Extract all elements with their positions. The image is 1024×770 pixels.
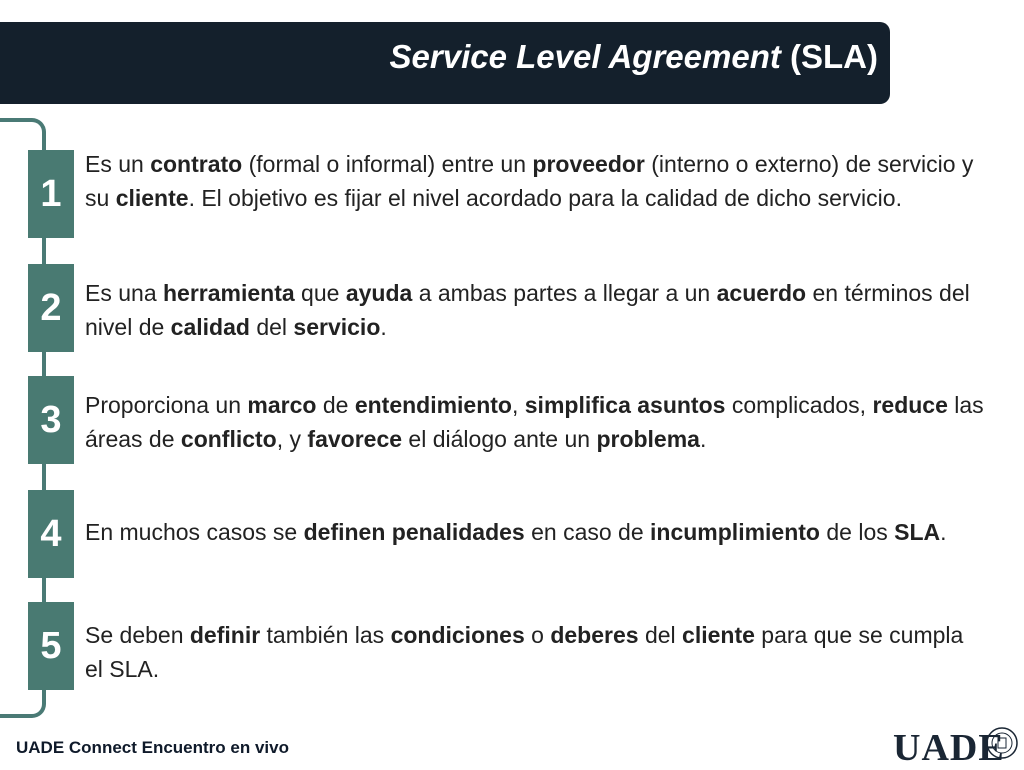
title-bar bbox=[0, 22, 890, 104]
text-segment: . El objetivo es fijar el nivel acordado para la calidad de dicho servicio. bbox=[188, 185, 902, 211]
bold-term: servicio bbox=[293, 314, 381, 340]
text-segment: Es una bbox=[85, 280, 163, 306]
text-segment: de los bbox=[819, 519, 895, 545]
text-segment: . bbox=[380, 314, 387, 340]
bold-term: cliente bbox=[682, 622, 755, 648]
text-segment: (interno o externo) de servicio y su bbox=[85, 151, 974, 211]
uade-logo: UADE bbox=[893, 727, 1005, 769]
bold-term: herramienta bbox=[163, 280, 295, 306]
item-text-1 bbox=[85, 147, 985, 215]
text-segment: del bbox=[249, 314, 294, 340]
item-number-3: 3 bbox=[28, 376, 74, 464]
text-segment: complicados, bbox=[725, 392, 873, 418]
slide-title-rest: (SLA) bbox=[780, 38, 878, 75]
item-text-2 bbox=[85, 276, 985, 344]
bold-term: condiciones bbox=[390, 622, 525, 648]
bold-term: acuerdo bbox=[716, 280, 807, 306]
text-segment: también las bbox=[260, 622, 391, 648]
bold-term: reduce bbox=[872, 392, 948, 418]
text-segment: de bbox=[316, 392, 355, 418]
text-segment: (formal o informal) entre un bbox=[242, 151, 533, 177]
text-segment: , bbox=[511, 392, 525, 418]
text-segment: o bbox=[524, 622, 551, 648]
bold-term: marco bbox=[247, 392, 317, 418]
item-text-5 bbox=[85, 618, 985, 686]
item-number-4: 4 bbox=[28, 490, 74, 578]
bold-term: simplifica asuntos bbox=[524, 392, 726, 418]
item-number-2: 2 bbox=[28, 264, 74, 352]
bold-term: favorece bbox=[307, 426, 403, 452]
text-segment: . bbox=[699, 426, 707, 452]
bold-term: ayuda bbox=[345, 280, 413, 306]
text-segment: que bbox=[294, 280, 346, 306]
text-segment: para que se cumpla el SLA. bbox=[85, 622, 964, 682]
bold-term: problema bbox=[596, 426, 700, 452]
bold-term: calidad bbox=[170, 314, 250, 340]
slide-title-italic: Service Level Agreement bbox=[389, 38, 781, 75]
item-number-1: 1 bbox=[28, 150, 74, 238]
slide-title bbox=[390, 38, 878, 76]
text-segment: en términos del nivel de bbox=[85, 280, 970, 340]
text-segment: , y bbox=[276, 426, 308, 452]
text-segment: Se deben bbox=[85, 622, 190, 648]
bold-term: proveedor bbox=[532, 151, 645, 177]
bold-term: contrato bbox=[150, 151, 243, 177]
text-segment: el diálogo ante un bbox=[402, 426, 597, 452]
text-segment: del bbox=[638, 622, 683, 648]
footer-caption: UADE Connect Encuentro en vivo bbox=[16, 738, 289, 757]
text-segment: . bbox=[940, 519, 947, 545]
text-segment: En muchos casos se bbox=[85, 519, 304, 545]
bold-term: entendimiento bbox=[354, 392, 512, 418]
bold-term: SLA bbox=[894, 519, 941, 545]
item-text-3 bbox=[85, 388, 985, 456]
text-segment: a ambas partes a llegar a un bbox=[412, 280, 717, 306]
bold-term: deberes bbox=[550, 622, 639, 648]
bold-term: conflicto bbox=[180, 426, 277, 452]
text-segment: Proporciona un bbox=[85, 392, 248, 418]
item-text-4 bbox=[85, 515, 985, 549]
bold-term: definir bbox=[189, 622, 261, 648]
bold-term: definen penalidades bbox=[303, 519, 525, 545]
text-segment: en caso de bbox=[524, 519, 651, 545]
item-number-5: 5 bbox=[28, 602, 74, 690]
bold-term: incumplimiento bbox=[650, 519, 820, 545]
text-segment: Es un bbox=[85, 151, 151, 177]
text-segment: las áreas de bbox=[85, 392, 984, 452]
fundacion-seal-icon bbox=[985, 726, 1019, 760]
bold-term: cliente bbox=[115, 185, 189, 211]
